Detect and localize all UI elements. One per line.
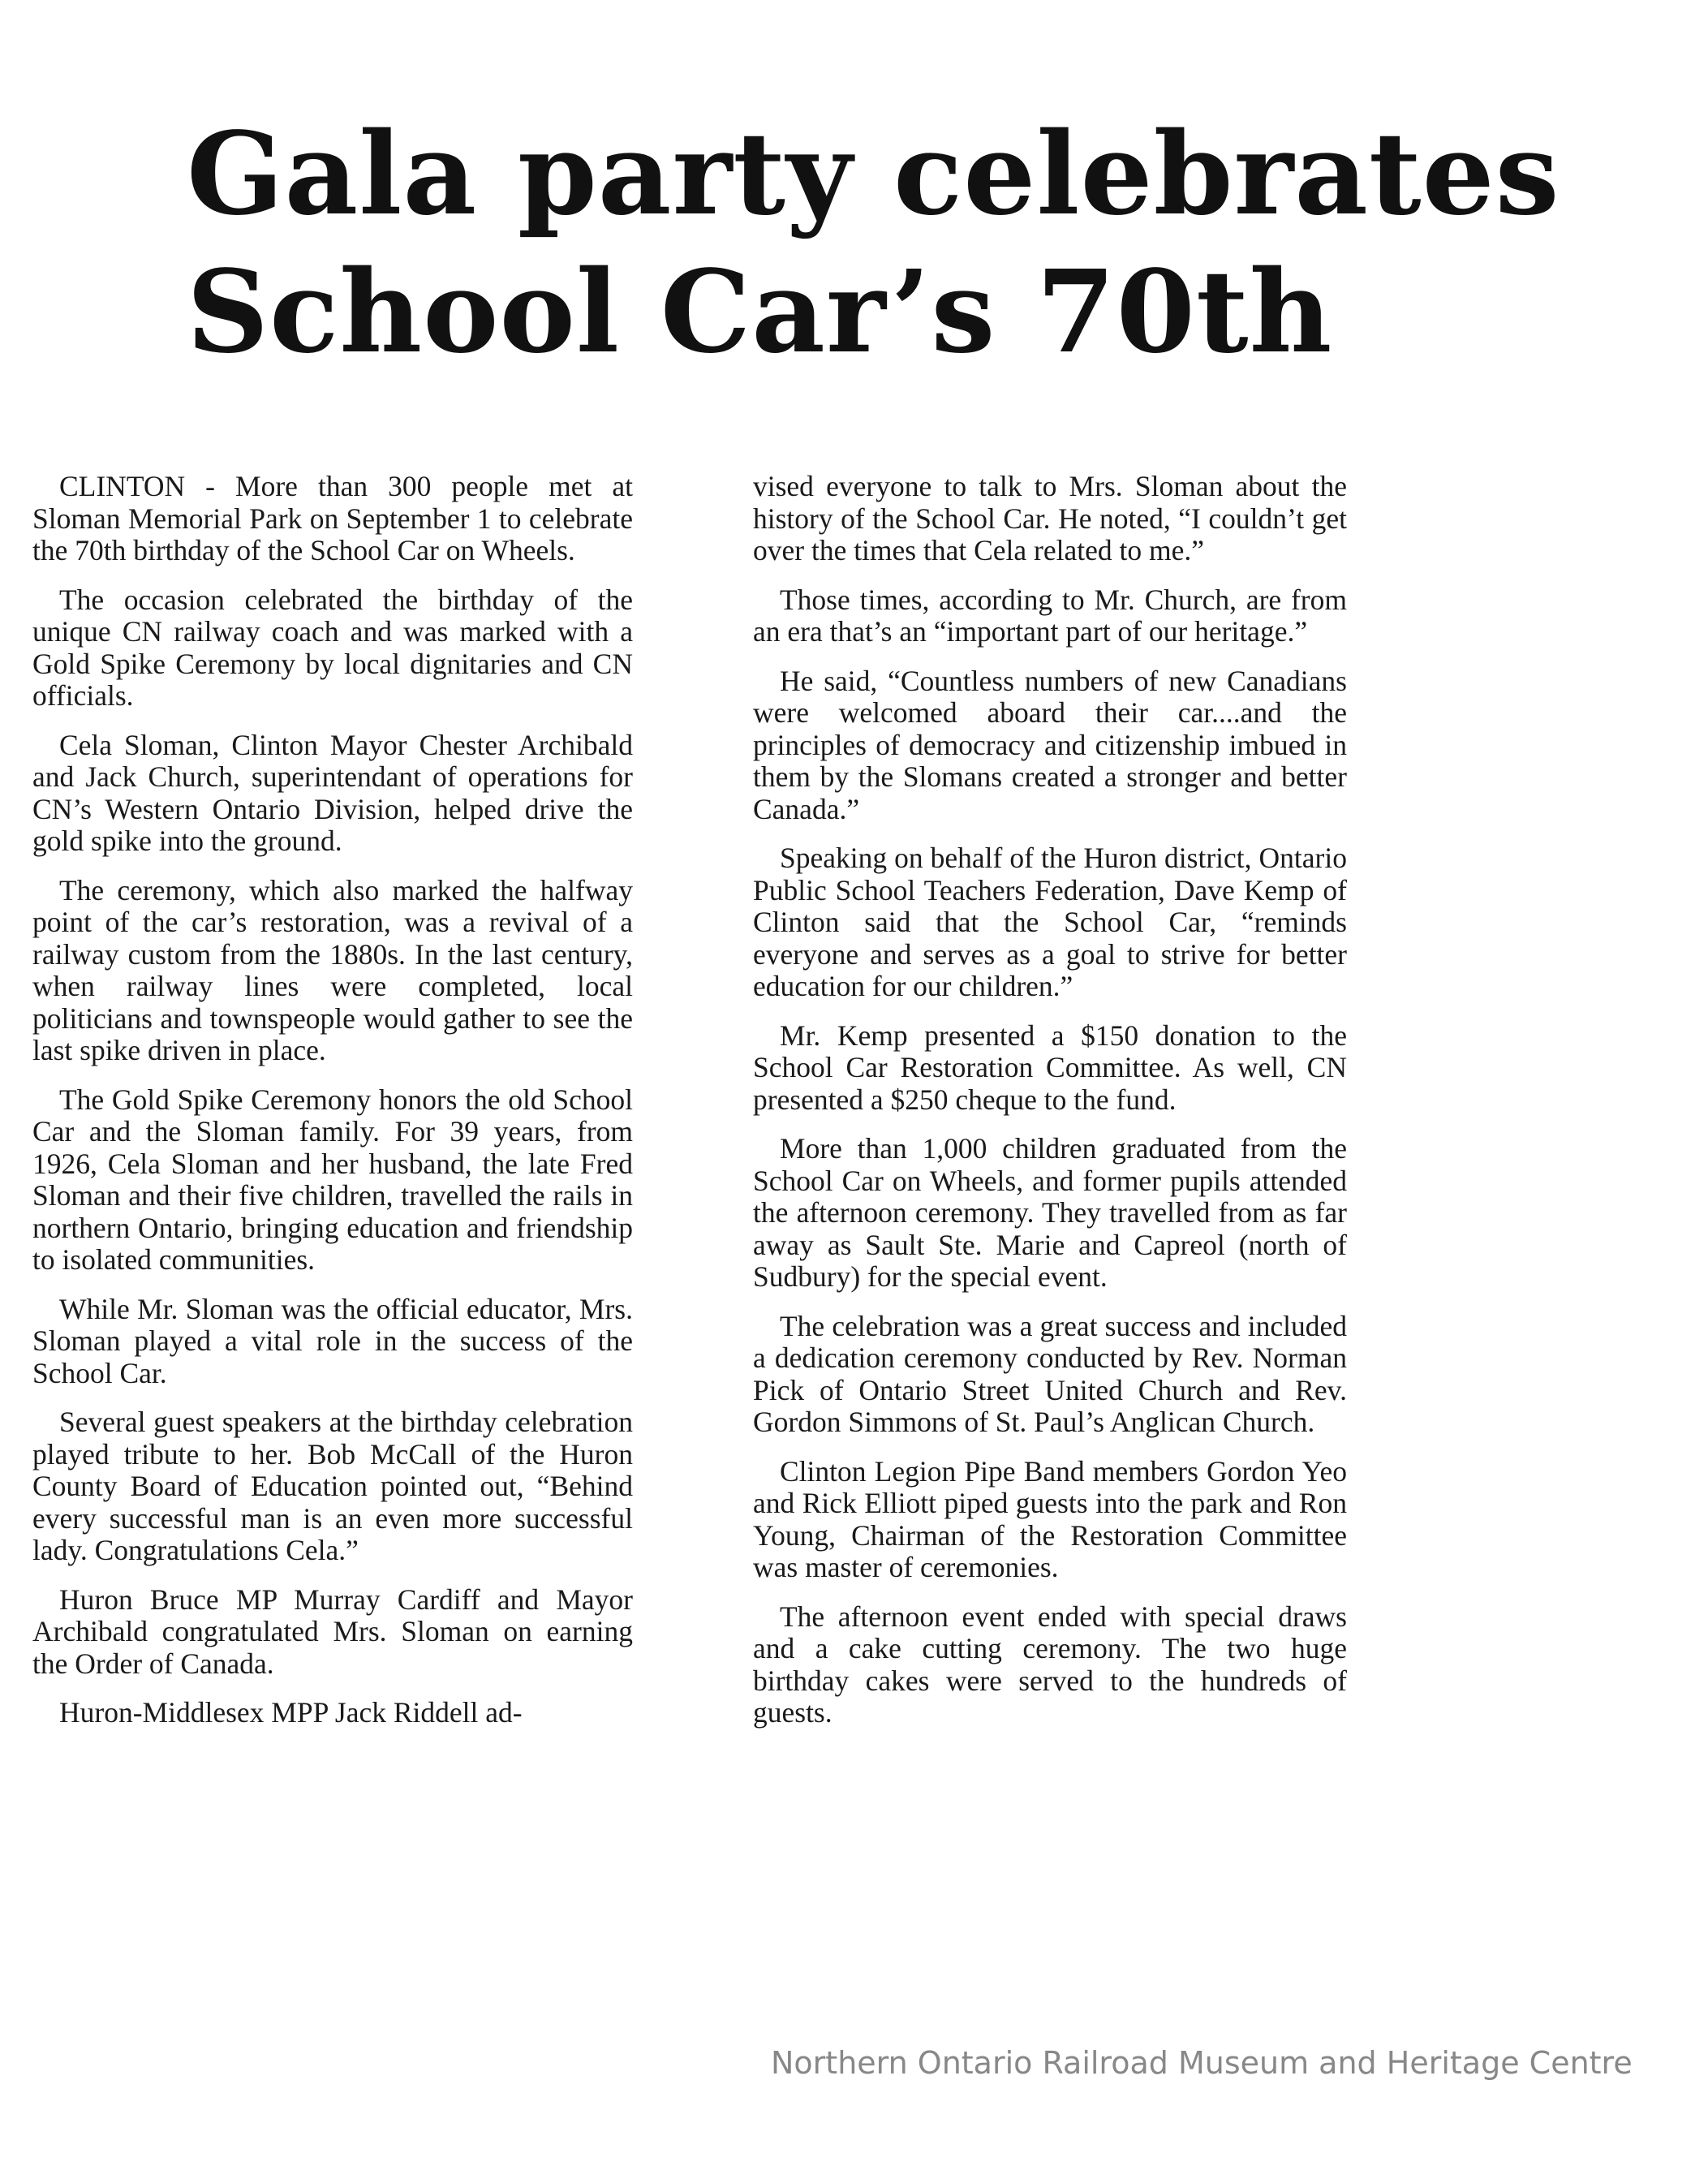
- paragraph: Several guest speakers at the birthday celebration played tribute to her. Bob McCall of the Huron County Board of Education pointed out, “Behind every successful man is an even more successful lady. Congratulations Cela.”: [32, 1406, 633, 1566]
- paragraph: CLINTON - More than 300 people met at Sloman Memorial Park on September 1 to celebrate the 70th birthday of the School Car on Wheels.: [32, 470, 633, 566]
- paragraph: He said, “Countless numbers of new Canadians were welcomed aboard their car....and the principles of democracy and citizenship imbued in them by the Slomans created a stronger and better Canada.”: [753, 664, 1347, 825]
- headline-line-2: School Car’s 70th: [187, 246, 1333, 379]
- paragraph: The Gold Spike Ceremony honors the old School Car and the Sloman family. For 39 years, from 1926, Cela Sloman and her husband, the late Fred Sloman and their five children, travelled the rails in northern Ontario, bringing education and friendship to isolated communities.: [32, 1083, 633, 1276]
- archive-credit: Northern Ontario Railroad Museum and Heritage Centre: [771, 2045, 1633, 2081]
- paragraph: The ceremony, which also marked the halfway point of the car’s restoration, was a revival of a railway custom from the 1880s. In the last century, when railway lines were completed, local politicians and townspeople would gather to see the last spike driven in place.: [32, 873, 633, 1066]
- paragraph: Huron Bruce MP Murray Cardiff and Mayor Archibald congratulated Mrs. Sloman on earning the Order of Canada.: [32, 1583, 633, 1680]
- paragraph: Clinton Legion Pipe Band members Gordon Yeo and Rick Elliott piped guests into the park and Ron Young, Chairman of the Restoration Committee was master of ceremonies.: [753, 1454, 1347, 1583]
- paragraph: More than 1,000 children graduated from the School Car on Wheels, and former pupils attended the afternoon ceremony. They travelled from as far away as Sault Ste. Marie and Capreol (north of Sudbury) for the special event.: [753, 1132, 1347, 1293]
- headline-line-1: Gala party celebrates: [187, 108, 1560, 241]
- article-right-column: [753, 471, 1347, 1746]
- paragraph: The occasion celebrated the birthday of the unique CN railway coach and was marked with a Gold Spike Ceremony by local dignitaries and CN officials.: [32, 583, 633, 712]
- paragraph: Mr. Kemp presented a $150 donation to the School Car Restoration Committee. As well, CN presented a $250 cheque to the fund.: [753, 1018, 1347, 1116]
- paragraph: Speaking on behalf of the Huron district, Ontario Public School Teachers Federation, Dave Kemp of Clinton said that the School Car, “reminds everyone and serves as a goal to strive for better education for our children.”: [753, 842, 1347, 1002]
- headline: [187, 106, 1560, 381]
- paragraph: The afternoon event ended with special draws and a cake cutting ceremony. The two huge birthday cakes were served to the hundreds of guests.: [753, 1600, 1347, 1729]
- paragraph: While Mr. Sloman was the official educator, Mrs. Sloman played a vital role in the success of the School Car.: [32, 1292, 633, 1389]
- paragraph: Those times, according to Mr. Church, are from an era that’s an “important part of our heritage.”: [753, 583, 1347, 648]
- paragraph: Huron-Middlesex MPP Jack Riddell ad-: [59, 1696, 523, 1729]
- paragraph: vised everyone to talk to Mrs. Sloman about the history of the School Car. He noted, “I couldn’t get over the times that Cela related to me.”: [753, 470, 1347, 566]
- article-left-column: [32, 471, 633, 1746]
- paragraph: Cela Sloman, Clinton Mayor Chester Archibald and Jack Church, superintendant of operations for CN’s Western Ontario Division, helped drive the gold spike into the ground.: [32, 728, 633, 857]
- paragraph: The celebration was a great success and included a dedication ceremony conducted by Rev. Norman Pick of Ontario Street United Church and Rev. Gordon Simmons of St. Paul’s Anglican Church.: [753, 1309, 1347, 1438]
